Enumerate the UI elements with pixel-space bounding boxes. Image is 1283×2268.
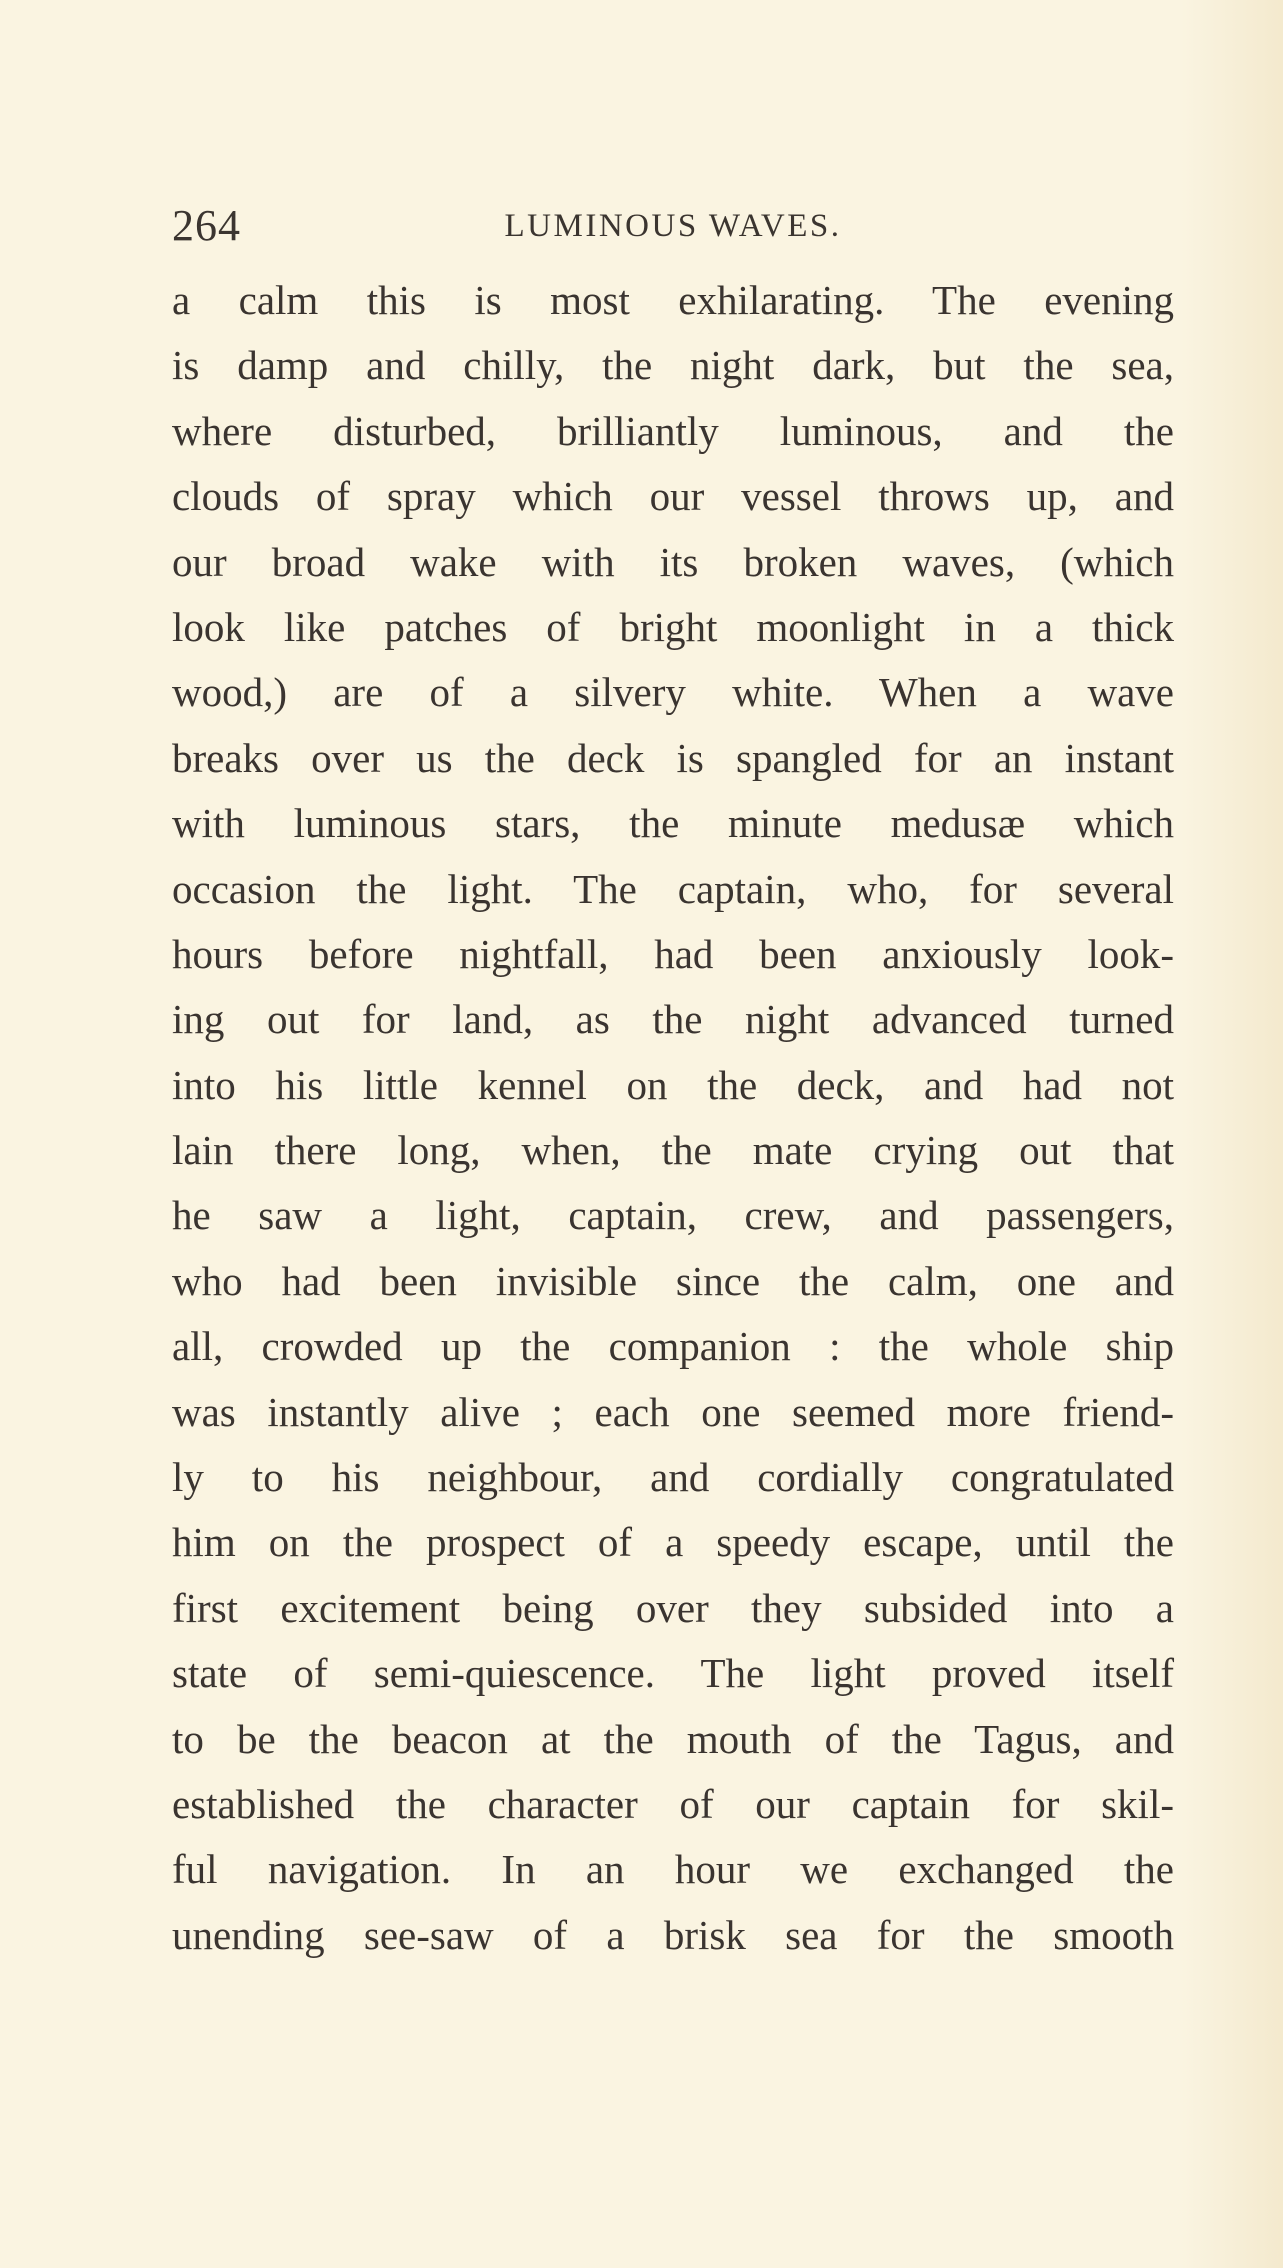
text-line: he saw a light, captain, crew, and passengers,	[172, 1192, 1174, 1239]
text-line: a calm this is most exhilarating. The evening	[172, 277, 1174, 323]
text-line: where disturbed, brilliantly luminous, and the	[172, 407, 1174, 454]
text-line: first excitement being over they subsided into a	[172, 1584, 1174, 1631]
text-line: to be the beacon at the mouth of the Tagus, and	[172, 1715, 1174, 1762]
text-line: all, crowded up the companion : the whole ship	[172, 1323, 1174, 1370]
text-line: state of semi-quiescence. The light proved itself	[172, 1650, 1174, 1697]
text-line: was instantly alive ; each one seemed more friend-	[172, 1388, 1174, 1435]
page-number: 264	[172, 201, 241, 250]
text-line: unending see-saw of a brisk sea for the smooth	[172, 1911, 1174, 1958]
running-title: LUMINOUS WAVES.	[504, 208, 842, 244]
text-line: who had been invisible since the calm, one and	[172, 1257, 1174, 1304]
text-line: with luminous stars, the minute medusæ which	[172, 800, 1174, 847]
text-line: occasion the light. The captain, who, for several	[172, 865, 1174, 912]
text-line: him on the prospect of a speedy escape, until the	[172, 1519, 1174, 1566]
body-text	[172, 268, 1174, 1968]
text-line: into his little kennel on the deck, and had not	[172, 1061, 1174, 1108]
text-line: is damp and chilly, the night dark, but the sea,	[172, 342, 1174, 389]
text-line: breaks over us the deck is spangled for an instant	[172, 734, 1174, 781]
text-line: ly to his neighbour, and cordially congratulated	[172, 1454, 1174, 1501]
text-line: ful navigation. In an hour we exchanged the	[172, 1846, 1174, 1893]
text-line: look like patches of bright moonlight in a thick	[172, 603, 1174, 650]
text-line: hours before nightfall, had been anxiously look-	[172, 930, 1174, 977]
text-line: lain there long, when, the mate crying out that	[172, 1127, 1174, 1174]
text-line: established the character of our captain for skil-	[172, 1780, 1174, 1827]
text-line: clouds of spray which our vessel throws up, and	[172, 473, 1174, 520]
running-head	[172, 200, 1174, 260]
text-line: wood,) are of a silvery white. When a wave	[172, 669, 1174, 716]
text-line: ing out for land, as the night advanced turned	[172, 996, 1174, 1043]
text-line: our broad wake with its broken waves, (which	[172, 538, 1174, 585]
